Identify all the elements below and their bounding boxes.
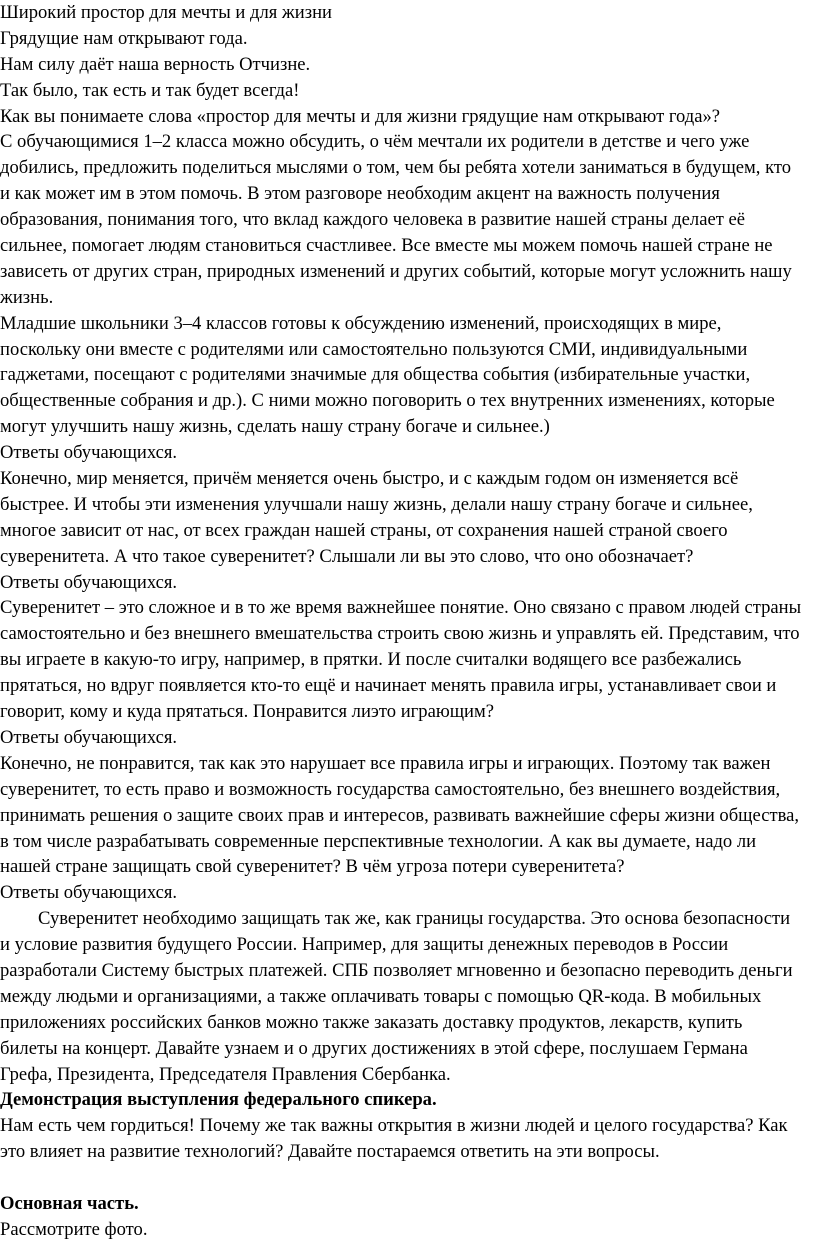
section-heading: Основная часть. <box>0 1192 139 1214</box>
text-line: поскольку они вместе с родителями или самостоятельно пользуются СМИ, индивидуальными <box>0 338 748 360</box>
text-line: Конечно, не понравится, так как это нарушает все правила игры и играющих. Поэтому так важен <box>0 752 771 774</box>
text-line: прятаться, но вдруг появляется кто-то ещё и начинает менять правила игры, устанавливает свои и <box>0 675 777 697</box>
text-line: вы играете в какую-то игру, например, в прятки. И после считалки водящего все разбежались <box>0 649 742 671</box>
text-line: Суверенитет необходимо защищать так же, как границы государства. Это основа безопасности <box>38 908 791 930</box>
text-line: и как может им в этом помочь. В этом разговоре необходим акцент на важность получения <box>0 183 720 205</box>
text-line: принимать решения о защите своих прав и интересов, развивать важнейшие сферы жизни общества, <box>0 804 800 826</box>
text-line: Нам силу даёт наша верность Отчизне. <box>0 53 311 75</box>
text-line: С обучающимися 1–2 класса можно обсудить, о чём мечтали их родители в детстве и чего уже <box>0 131 750 153</box>
text-line: гаджетами, посещают с родителями значимые для общества события (избирательные участки, <box>0 364 751 386</box>
text-line: Ответы обучающихся. <box>0 442 178 464</box>
text-line: Грядущие нам открывают года. <box>0 27 248 49</box>
text-line: общественные собрания и др.). С ними можно поговорить о тех внутренних изменениях, которые <box>0 390 775 412</box>
text-line: Нам есть чем гордиться! Почему же так важны открытия в жизни людей и целого государства? Как <box>0 1115 788 1137</box>
text-line: сильнее, помогает людям становиться счастливее. Все вместе мы можем помочь нашей стране не <box>0 235 773 257</box>
text-line: билеты на концерт. Давайте узнаем и о других достижениях в этой сфере, послушаем Германа <box>0 1037 748 1059</box>
text-line: нашей стране защищать свой суверенитет? В чём угроза потери суверенитета? <box>0 856 625 878</box>
text-line: Как вы понимаете слова «простор для мечты и для жизни грядущие нам открывают года»? <box>0 105 721 127</box>
text-line: многое зависит от нас, от всех граждан нашей страны, от сохранения нашей страной своего <box>0 519 728 541</box>
text-line: Рассмотрите фото. <box>0 1218 148 1240</box>
blank-line <box>0 1165 816 1191</box>
text-line: и условие развития будущего России. Например, для защиты денежных переводов в России <box>0 934 729 956</box>
text-line: Суверенитет – это сложное и в то же время важнейшее понятие. Оно связано с правом людей страны <box>0 597 802 619</box>
text-line: образования, понимания того, что вклад каждого человека в развитие нашей страны делает её <box>0 209 745 231</box>
section-heading: Демонстрация выступления федерального спикера. <box>0 1089 437 1111</box>
text-line: Ответы обучающихся. <box>0 571 178 593</box>
text-line: Младшие школьники 3–4 классов готовы к обсуждению изменений, происходящих в мире, <box>0 312 722 334</box>
text-line: это влияет на развитие технологий? Давайте постараемся ответить на эти вопросы. <box>0 1141 660 1163</box>
text-line: Широкий простор для мечты и для жизни <box>0 2 332 23</box>
text-line: Ответы обучающихся. <box>0 726 178 748</box>
text-line: самостоятельно и без внешнего вмешательства строить свою жизнь и управлять ей. Представим, что <box>0 623 800 645</box>
text-line: Конечно, мир меняется, причём меняется очень быстро, и с каждым годом он изменяется всё <box>0 468 739 490</box>
text-line: могут улучшить нашу жизнь, сделать нашу страну богаче и сильнее.) <box>0 416 550 438</box>
text-line: в том числе разрабатывать современные перспективные технологии. А как вы думаете, надо ли <box>0 830 757 852</box>
text-line: Грефа, Президента, Председателя Правления Сбербанка. <box>0 1063 451 1085</box>
text-line: Ответы обучающихся. <box>0 882 178 904</box>
text-line: говорит, кому и куда прятаться. Понравится лиэто играющим? <box>0 701 495 723</box>
text-line: приложениях российских банков можно также заказать доставку продуктов, лекарств, купить <box>0 1011 743 1033</box>
text-line: Так было, так есть и так будет всегда! <box>0 79 300 101</box>
text-line: суверенитета. А что такое суверенитет? Слышали ли вы это слово, что оно обозначает? <box>0 545 694 567</box>
text-line: быстрее. И чтобы эти изменения улучшали нашу жизнь, делали нашу страну богаче и сильнее, <box>0 493 753 515</box>
text-line: разработали Систему быстрых платежей. СПБ позволяет мгновенно и безопасно переводить деньги <box>0 959 793 981</box>
text-line: добились, предложить поделиться мыслями о том, чем бы ребята хотели заниматься в будущем, кто <box>0 157 792 179</box>
text-line: между людьми и организациями, а также оплачивать товары с помощью QR-кода. В мобильных <box>0 985 762 1007</box>
text-line: суверенитет, то есть право и возможность государства самостоятельно, без внешнего воздействия, <box>0 778 781 800</box>
text-line: зависеть от других стран, природных изменений и других событий, которые могут усложнить нашу <box>0 260 792 282</box>
text-line: жизнь. <box>0 286 54 308</box>
